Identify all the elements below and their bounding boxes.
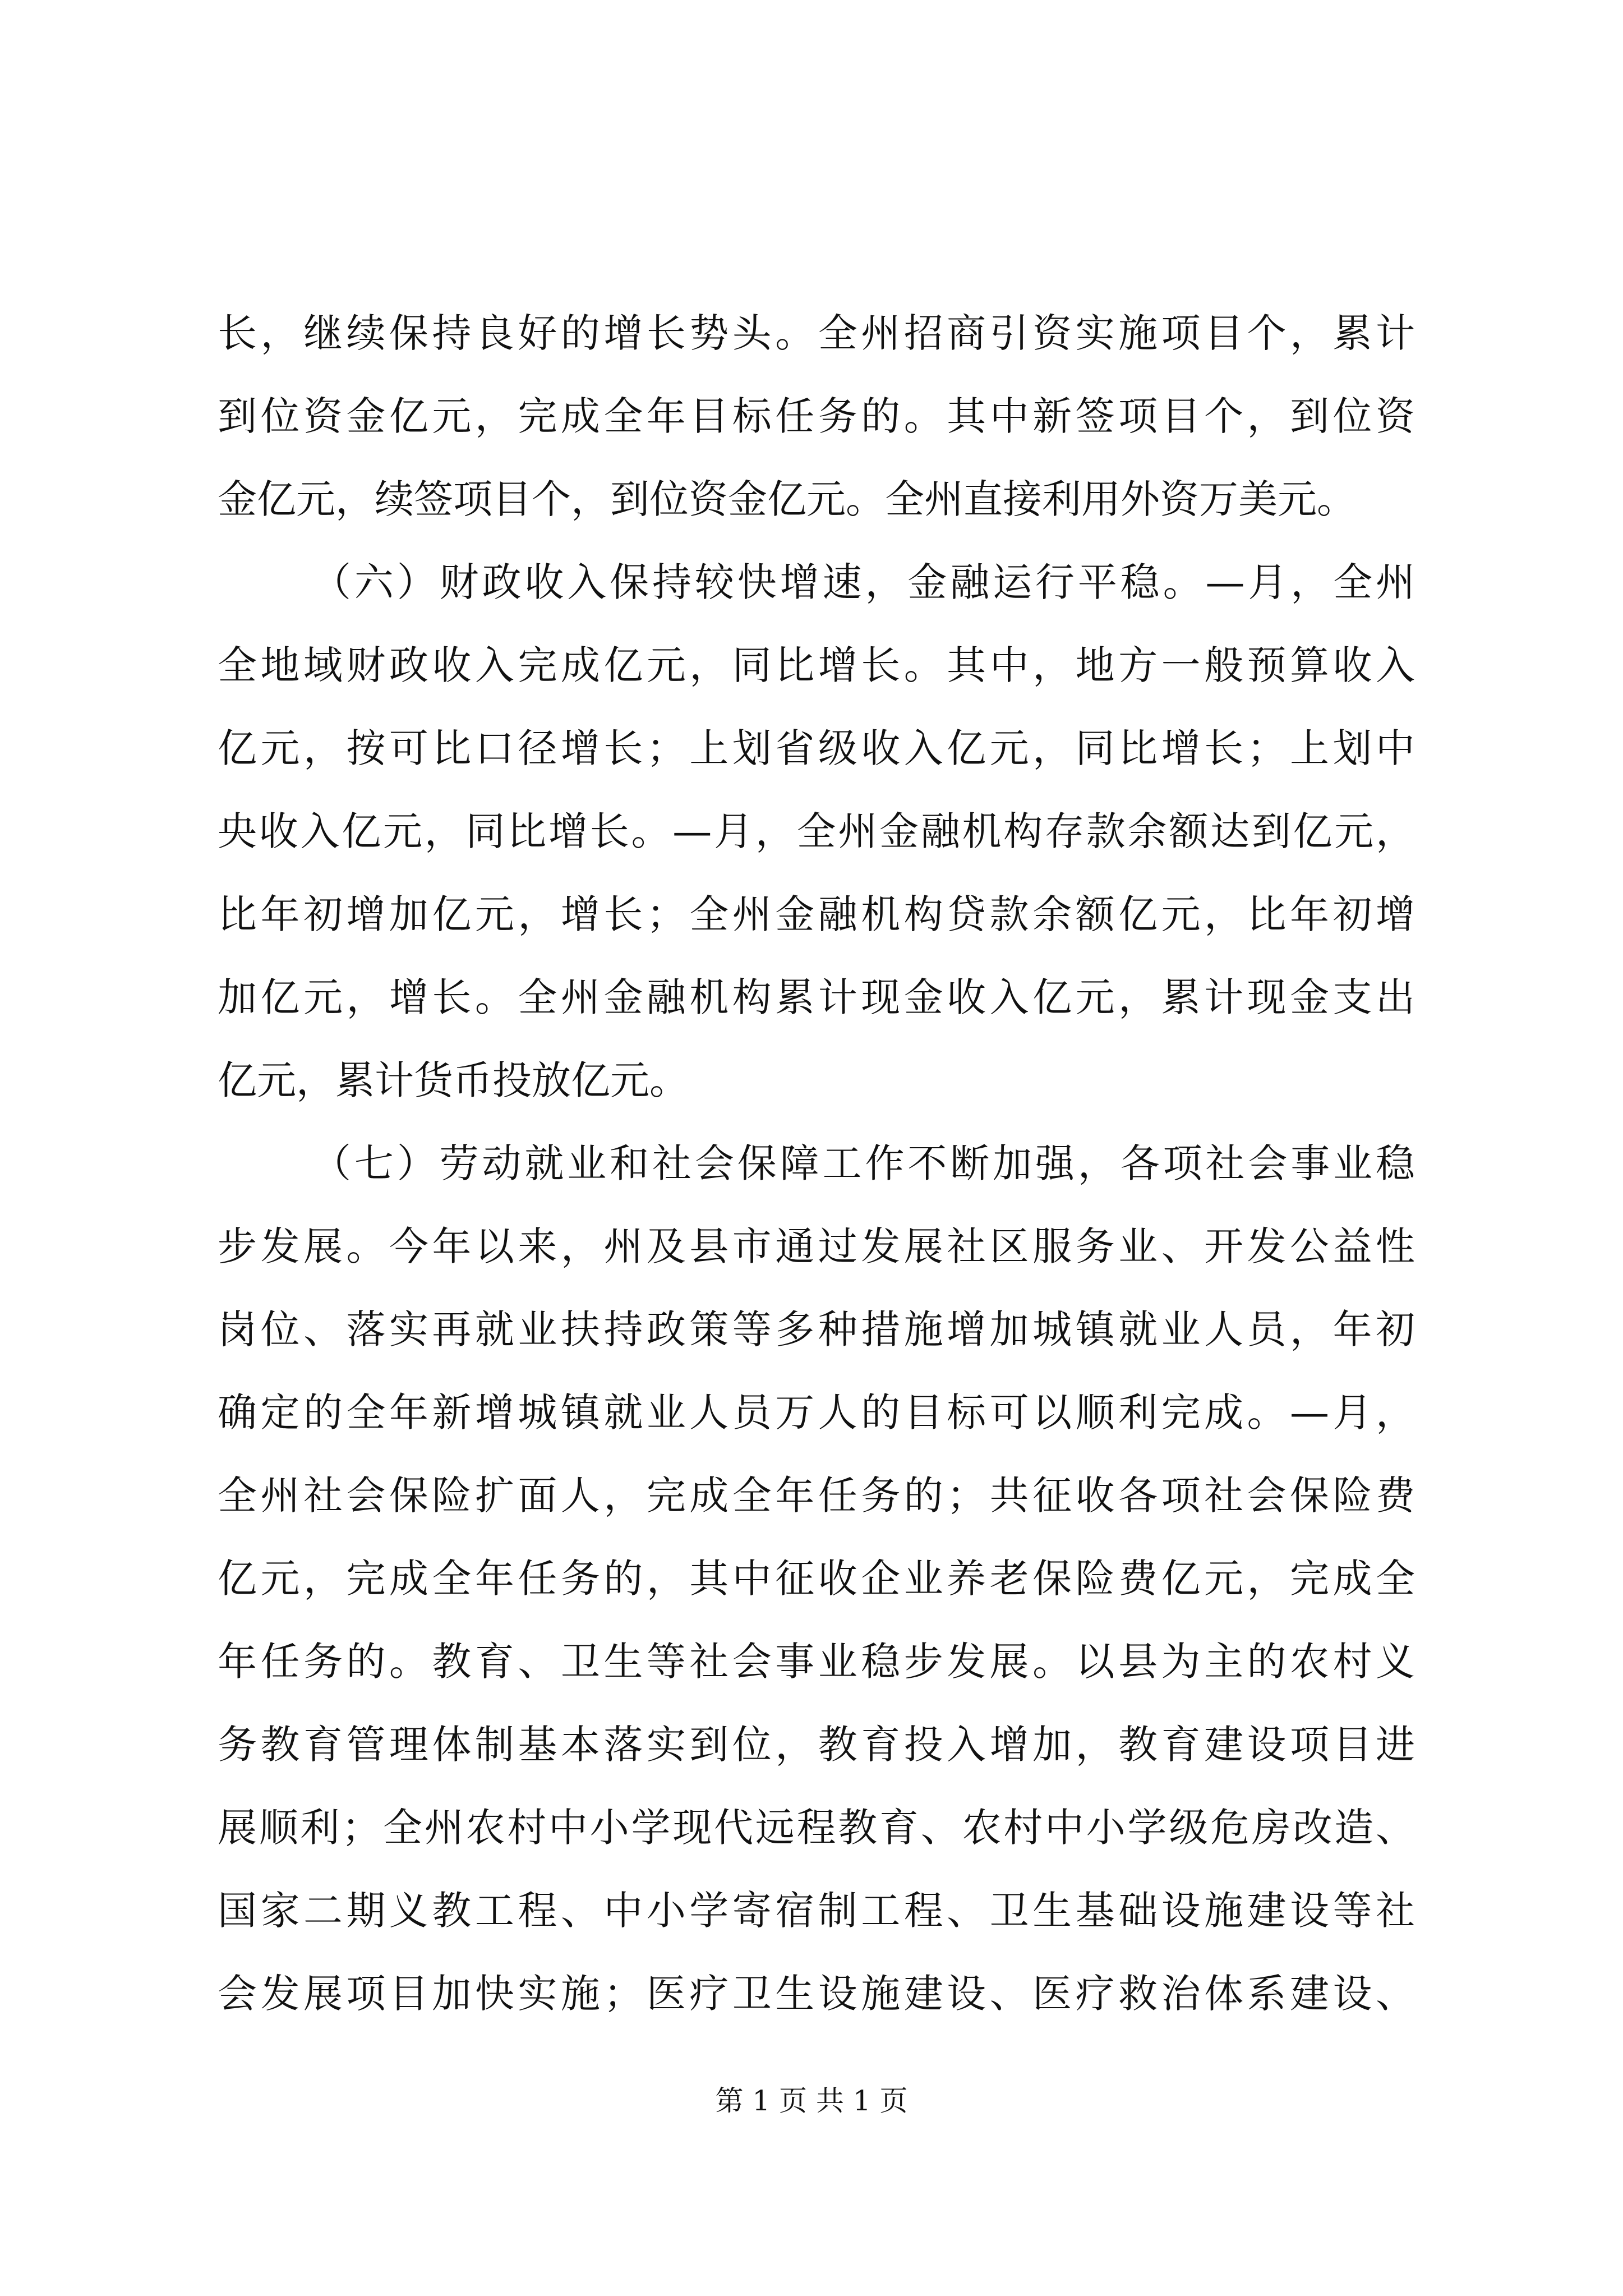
text-line: 长，继续保持良好的增长势头。全州招商引资实施项目个，累计: [218, 310, 1415, 356]
text-line: 亿元，按可比口径增长；上划省级收入亿元，同比增长；上划中: [218, 725, 1415, 771]
text-line: 年任务的。教育、卫生等社会事业稳步发展。以县为主的农村义: [218, 1639, 1415, 1685]
text-line: 务教育管理体制基本落实到位，教育投入增加，教育建设项目进: [218, 1722, 1415, 1768]
paragraph-first-line: （六）财政收入保持较快增速，金融运行平稳。—月，全州: [312, 559, 1415, 605]
text-line: 会发展项目加快实施；医疗卫生设施建设、医疗救治体系建设、: [218, 1971, 1415, 2017]
text-line: 金亿元，续签项目个，到位资金亿元。全州直接利用外资万美元。: [218, 476, 1356, 522]
text-line: 亿元，累计货币投放亿元。: [218, 1057, 689, 1103]
body-text: [218, 292, 1415, 2035]
text-line: 国家二期义教工程、中小学寄宿制工程、卫生基础设施建设等社: [218, 1888, 1415, 1934]
text-line: 步发展。今年以来，州及县市通过发展社区服务业、开发公益性: [218, 1223, 1415, 1269]
text-line: 亿元，完成全年任务的，其中征收企业养老保险费亿元，完成全: [218, 1556, 1415, 1602]
text-line: 确定的全年新增城镇就业人员万人的目标可以顺利完成。—月，: [218, 1389, 1415, 1435]
text-line: 比年初增加亿元，增长；全州金融机构贷款余额亿元，比年初增: [218, 891, 1415, 937]
paragraph-first-line: （七）劳动就业和社会保障工作不断加强，各项社会事业稳: [312, 1140, 1415, 1186]
text-line: 央收入亿元，同比增长。—月，全州金融机构存款余额达到亿元，: [218, 808, 1415, 854]
text-line: 全地域财政收入完成亿元，同比增长。其中，地方一般预算收入: [218, 642, 1415, 688]
text-line: 展顺利；全州农村中小学现代远程教育、农村中小学级危房改造、: [218, 1805, 1415, 1851]
text-line: 岗位、落实再就业扶持政策等多种措施增加城镇就业人员，年初: [218, 1306, 1415, 1352]
text-line: 全州社会保险扩面人，完成全年任务的；共征收各项社会保险费: [218, 1473, 1415, 1519]
text-line: 加亿元，增长。全州金融机构累计现金收入亿元，累计现金支出: [218, 974, 1415, 1020]
text-line: 到位资金亿元，完成全年目标任务的。其中新签项目个，到位资: [218, 393, 1415, 439]
page-footer: 第 1 页 共 1 页: [715, 2085, 908, 2117]
